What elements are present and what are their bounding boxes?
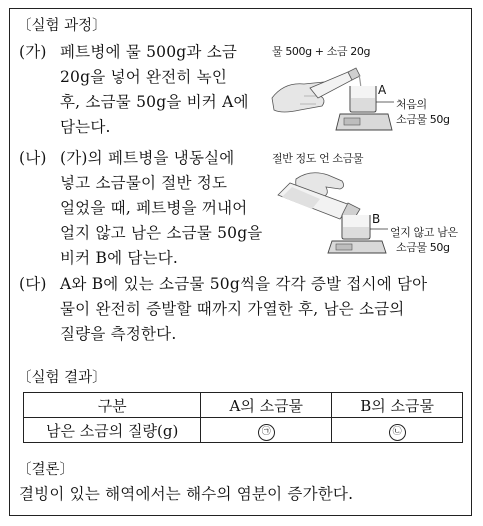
figure-a-side-label-1: 처음의 xyxy=(396,98,427,111)
results-heading: 〔실험 결과〕 xyxy=(17,370,107,386)
step-ga-marker: (가) xyxy=(19,43,47,61)
step-da-line-2: 물이 완전히 증발할 때까지 가열한 후, 남은 소금의 xyxy=(60,300,405,318)
results-header-a: A의 소금물 xyxy=(201,393,332,418)
step-na-line-4: 얼지 않고 남은 소금물 50g을 xyxy=(60,224,263,242)
step-ga-line-4: 담는다. xyxy=(60,118,111,136)
beaker-a-letter: A xyxy=(378,83,386,97)
results-data-row xyxy=(24,418,463,443)
answer-blank-b: ㉡ xyxy=(389,424,406,441)
figure-a-side-label-2: 소금물 50g xyxy=(396,113,450,126)
step-na-line-2: 넣고 소금물이 절반 정도 xyxy=(60,174,228,192)
figure-a-top-label: 물 500g + 소금 20g xyxy=(272,45,371,58)
step-ga-line-1: 페트병에 물 500g과 소금 xyxy=(60,43,238,61)
beaker-b-letter: B xyxy=(372,212,380,226)
step-na-line-1: (가)의 페트병을 냉동실에 xyxy=(60,149,235,167)
step-da-line-3: 질량을 측정한다. xyxy=(60,325,177,343)
step-ga-line-2: 20g을 넣어 완전히 녹인 xyxy=(60,68,228,86)
procedure-heading: 〔실험 과정〕 xyxy=(17,18,107,34)
results-row-label: 남은 소금의 질량(g) xyxy=(24,418,201,443)
figure-b-side-label-2: 소금물 50g xyxy=(396,241,450,254)
step-na-marker: (나) xyxy=(19,149,47,167)
step-na-line-3: 얼었을 때, 페트병을 꺼내어 xyxy=(60,199,248,217)
answer-blank-a: ㉠ xyxy=(258,424,275,441)
results-cell-a xyxy=(201,418,332,443)
step-na-line-5: 비커 B에 담는다. xyxy=(60,249,179,267)
results-table xyxy=(23,392,463,443)
figure-b-top-label: 절반 정도 언 소금물 xyxy=(272,152,364,165)
conclusion-text: 결빙이 있는 해역에서는 해수의 염분이 증가한다. xyxy=(19,485,354,503)
figure-b-side-label-1: 얼지 않고 남은 xyxy=(390,226,458,239)
results-header-b: B의 소금물 xyxy=(332,393,463,418)
step-da-marker: (다) xyxy=(19,275,47,293)
results-header-row xyxy=(24,393,463,418)
results-cell-b xyxy=(332,418,463,443)
conclusion-heading: 〔결론〕 xyxy=(17,462,75,478)
results-header-category: 구분 xyxy=(24,393,201,418)
step-da-line-1: A와 B에 있는 소금물 50g씩을 각각 증발 접시에 담아 xyxy=(60,275,428,293)
step-ga-line-3: 후, 소금물 50g을 비커 A에 xyxy=(60,93,249,111)
